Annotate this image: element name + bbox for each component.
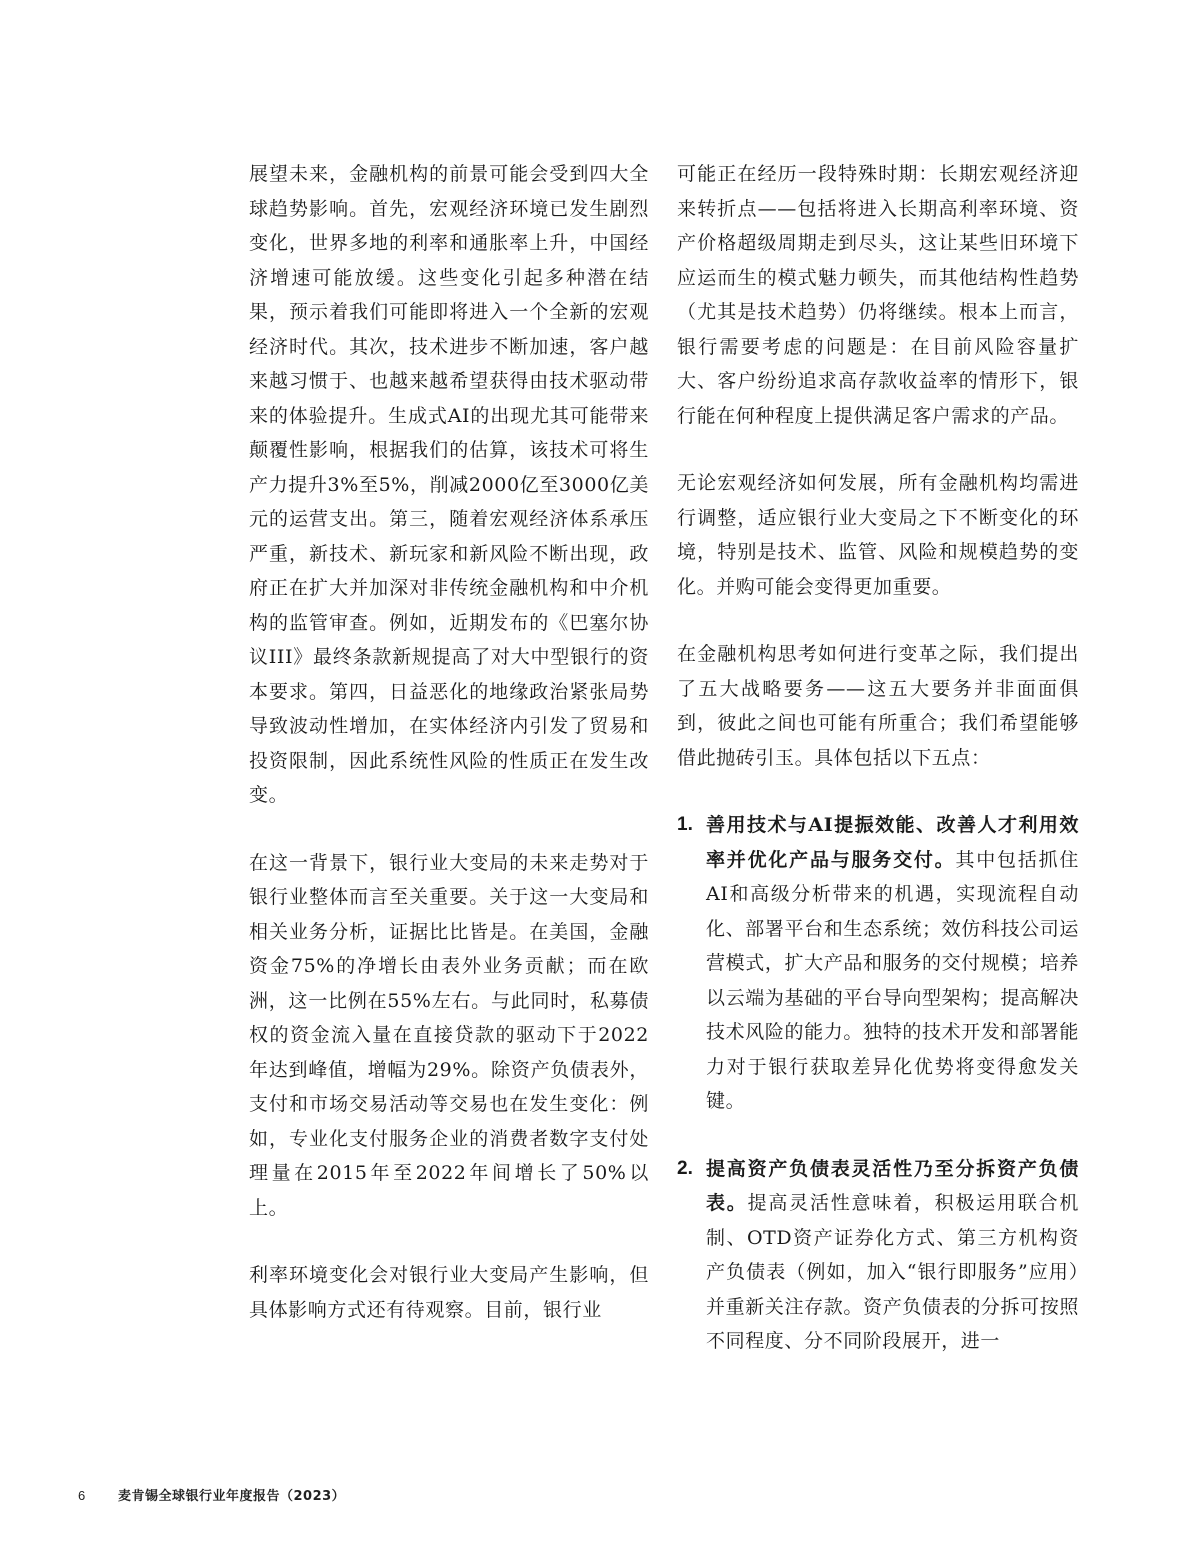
page-footer [78, 1487, 345, 1506]
paragraph-interest-rate: 利率环境变化会对银行业大变局产生影响，但具体影响方式还有待观察。目前，银行业 [249, 1264, 649, 1321]
report-title: 麦肯锡全球银行业年度报告（2023） [118, 1489, 346, 1504]
list-item [677, 1152, 1079, 1359]
list-item-heading: 善用技术与AI提振效能、改善人才利用效率并优化产品与服务交付。 [706, 814, 1079, 871]
left-column [249, 157, 649, 1327]
paragraph-outlook: 展望未来，金融机构的前景可能会受到四大全球趋势影响。首先，宏观经济环境已发生剧烈变化，世界多地的利率和通胀率上升，中国经济增速可能放缓。这些变化引起多种潜在结果，预示着我们可能即将进入一个全新的宏观经济时代。其次，技术进步不断加速，客户越来越习惯于、也越来越希望获得由技术驱动带来的体验提升。生成式AI的出现尤其可能带来颠覆性影响，根据我们的估算，该技术可将生产力提升3%至5%，削减2000亿至3000亿美元的运营支出。第三，随着宏观经济体系承压严重，新技术、新玩家和新风险不断出现，政府正在扩大并加深对非传统金融机构和中介机构的监管审查。例如，近期发布的《巴塞尔协议III》最终条款新规提高了对大中型银行的资本要求。第四，日益恶化的地缘政治紧张局势导致波动性增加，在实体经济内引发了贸易和投资限制，因此系统性风险的性质正在发生改变。 [249, 163, 649, 806]
list-item-body: 提高灵活性意味着，积极运用联合机制、OTD资产证券化方式、第三方机构资产负债表（例如，加入“银行即服务”应用）并重新关注存款。资产负债表的分拆可按照不同程度、分不同阶段展开，进一 [706, 1192, 1079, 1352]
paragraph-context: 在这一背景下，银行业大变局的未来走势对于银行业整体而言至关重要。关于这一大变局和相关业务分析，证据比比皆是。在美国，金融资金75%的净增长由表外业务贡献；而在欧洲，这一比例在55%左右。与此同时，私募债权的资金流入量在直接贷款的驱动下于2022年达到峰值，增幅为29%。除资产负债表外，支付和市场交易活动等交易也在发生变化：例如，专业化支付服务企业的消费者数字支付处理量在2015年至2022年间增长了50%以上。 [249, 851, 649, 1219]
list-item-number: 1. [677, 814, 693, 835]
page-number: 6 [78, 1488, 86, 1503]
right-column [677, 157, 1079, 1359]
paragraph-special-period: 可能正在经历一段特殊时期：长期宏观经济迎来转折点——包括将进入长期高利率环境、资产价格超级周期走到尽头，这让某些旧环境下应运而生的模式魅力顿失，而其他结构性趋势（尤其是技术趋势）仍将继续。根本上而言，银行需要考虑的问题是：在目前风险容量扩大、客户纷纷追求高存款收益率的情形下，银行能在何种程度上提供满足客户需求的产品。 [677, 163, 1079, 427]
list-item-number: 2. [677, 1157, 693, 1179]
strategic-imperatives-list [677, 808, 1079, 1359]
paragraph-adjustment: 无论宏观经济如何发展，所有金融机构均需进行调整，适应银行业大变局之下不断变化的环境，特别是技术、监管、风险和规模趋势的变化。并购可能会变得更加重要。 [677, 472, 1079, 598]
list-item-body: 其中包括抓住AI和高级分析带来的机遇，实现流程自动化、部署平台和生态系统；效仿科技公司运营模式，扩大产品和服务的交付规模；培养以云端为基础的平台导向型架构；提高解决技术风险的能力。独特的技术开发和部署能力对于银行获取差异化优势将变得愈发关键。 [706, 848, 1079, 1112]
list-item [677, 808, 1079, 1119]
paragraph-imperatives-intro: 在金融机构思考如何进行变革之际，我们提出了五大战略要务——这五大要务并非面面俱到，彼此之间也可能有所重合；我们希望能够借此抛砖引玉。具体包括以下五点： [677, 643, 1079, 769]
list-item-heading: 提高资产负债表灵活性乃至分拆资产负债表。 [706, 1157, 1079, 1214]
